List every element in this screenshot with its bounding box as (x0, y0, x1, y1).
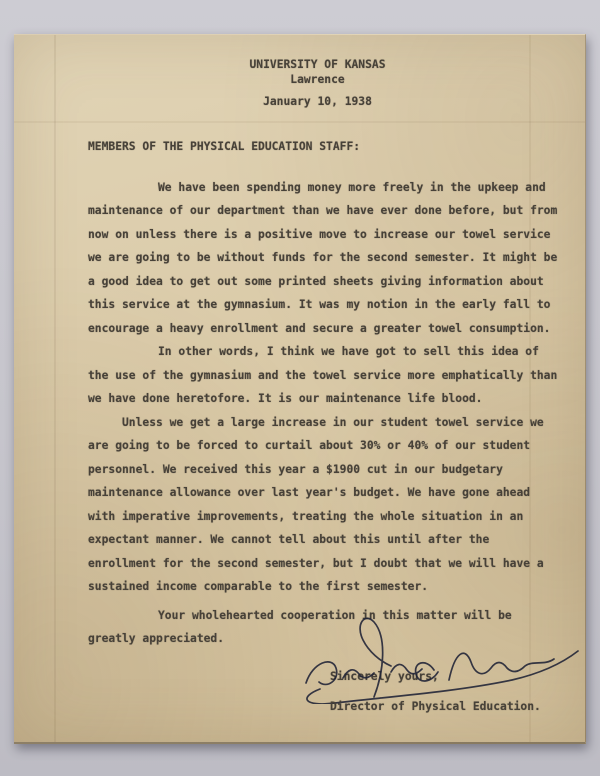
letter-body (88, 135, 560, 651)
letterhead (14, 57, 585, 109)
letter-document (14, 34, 586, 744)
salutation: MEMBERS OF THE PHYSICAL EDUCATION STAFF: (88, 140, 361, 153)
institution-name: UNIVERSITY OF KANSAS (249, 58, 386, 71)
closing-phrase: Sincerely yours, (330, 670, 439, 683)
letter-date: January 10, 1938 (263, 95, 372, 108)
closing-block (330, 665, 439, 689)
paragraph-3: Unless we get a large increase in our student towel service we are going to be forced to curtail about 30% or 40% of our student personnel. We received this year a $1900 cut in our budgetary maintenance allowance over last year's budget. We have gone ahead with imperative improvements, treating the whole situation in an expectant manner. We cannot tell about this until after the enrollment for the second semester, but I doubt that we will have a sustained income comparable to the first semester. (88, 415, 544, 593)
paper-crease-left (54, 35, 56, 742)
paper-crease-top (14, 121, 585, 123)
paragraph-2: In other words, I think we have got to sell this idea of the use of the gymnasium and the towel service more emphatically than we have done heretofore. It is our maintenance life blood. (88, 345, 558, 405)
signature-title: Director of Physical Education. (330, 700, 541, 713)
paragraph-1: We have been spending money more freely in the upkeep and maintenance of our department than we have ever done before, but from now on unless there is a positive move to increase our towel service we are going to be without funds for the second semester. It might be a good idea to get out some printed sheets giving information about this service at the gymnasium. It was my notion in the early fall to encourage a heavy enrollment and secure a greater towel consumption. (88, 180, 558, 335)
paragraph-4: Your wholehearted cooperation in this matter will be greatly appreciated. (88, 608, 512, 645)
institution-city: Lawrence (290, 73, 345, 86)
